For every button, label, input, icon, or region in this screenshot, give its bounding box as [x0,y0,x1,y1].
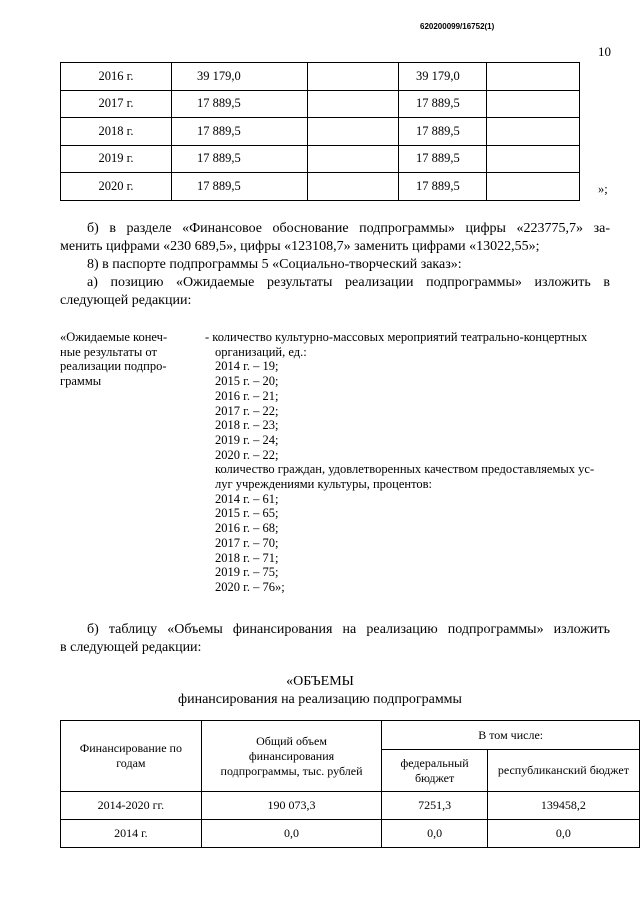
passport-label-line: граммы [60,374,102,389]
table-row [61,90,580,118]
table-cell-year: 2019 г. [61,145,172,173]
passport-value-line: 2020 г. – 22; [215,447,279,462]
table-cell-total: 17 889,5 [172,90,308,118]
passport-value-line: - количество культурно-массовых мероприятий театрально-концертных [205,330,588,344]
table-cell-col5 [487,63,580,91]
paragraph-line: менить цифрами «230 689,5», цифры «123108,7» заменить цифрами «13022,55»; [60,239,540,254]
passport-label-line: ные результаты от [60,344,157,359]
paragraph-line: б) в разделе «Финансовое обоснование подпрограммы» цифры «223775,7» за- [87,221,610,236]
passport-value-line: 2017 г. – 70; [215,535,279,550]
table-cell-republic: 139458,2 [487,792,639,820]
table-cell-col4: 39 179,0 [399,63,487,91]
passport-value-line: 2019 г. – 24; [215,432,279,447]
table-cell-federal: 7251,3 [382,792,487,820]
table-cell-period: 2014 г. [61,820,202,848]
paragraph-line: следующей редакции: [60,293,192,308]
table-cell-col4: 17 889,5 [399,173,487,201]
table-cell-period: 2014-2020 гг. [61,792,202,820]
table-cell-col3 [308,173,399,201]
passport-value-line: 2016 г. – 68; [215,521,279,536]
header-federal-budget: федеральный бюджет [382,750,487,792]
table-cell-col5 [487,118,580,146]
table-cell-col3 [308,118,399,146]
table-cell-republic: 0,0 [487,820,639,848]
page-number: 10 [598,44,611,59]
table-cell-year: 2017 г. [61,90,172,118]
header-including: В том числе: [382,721,640,750]
table-row [61,173,580,201]
table-cell-col4: 17 889,5 [399,118,487,146]
table-row [61,820,640,848]
table-cell-col5 [487,90,580,118]
passport-label-line: реализации подпро- [60,359,167,374]
table-cell-col3 [308,90,399,118]
passport-position-label [60,330,192,389]
paragraph-8: 8) в паспорте подпрограммы 5 «Социально-творческий заказ»: [87,257,462,272]
table-cell-total: 17 889,5 [172,118,308,146]
table-cell-col5 [487,173,580,201]
table-cell-col3 [308,63,399,91]
paragraph-line: в следующей редакции: [60,640,202,655]
passport-label-line: «Ожидаемые конеч- [60,330,168,344]
table-cell-total: 0,0 [201,820,382,848]
document-id: 620200099/16752(1) [420,22,495,31]
passport-value-line: луг учреждениями культуры, процентов: [215,477,433,492]
table-row [61,63,580,91]
passport-value-line: 2014 г. – 61; [215,491,279,506]
header-total-volume: Общий объем финансирования подпрограммы, тыс. рублей [201,721,382,792]
financing-volumes-table [60,720,640,848]
passport-value-line: 2014 г. – 19; [215,359,279,374]
table-cell-col4: 17 889,5 [399,90,487,118]
table-row [61,145,580,173]
table-title-line2: финансирования на реализацию подпрограммы [178,692,462,707]
table-cell-total: 39 179,0 [172,63,308,91]
passport-value-line: 2018 г. – 71; [215,550,279,565]
passport-value-line: 2015 г. – 20; [215,374,279,389]
table-cell-col5 [487,145,580,173]
passport-value-line: 2019 г. – 75; [215,565,279,580]
table-cell-col4: 17 889,5 [399,145,487,173]
table-row [61,792,640,820]
passport-value-line: 2018 г. – 23; [215,418,279,433]
passport-value-line: количество граждан, удовлетворенных качеством предоставляемых ус- [215,462,595,477]
table-cell-total: 190 073,3 [201,792,382,820]
table-cell-col3 [308,145,399,173]
passport-position-value [205,330,605,595]
header-republic-budget: республиканский бюджет [487,750,639,792]
table-cell-year: 2020 г. [61,173,172,201]
passport-value-line: 2016 г. – 21; [215,388,279,403]
table-cell-total: 17 889,5 [172,173,308,201]
table-row [61,118,580,146]
financing-table-top [60,62,580,201]
paragraph-line: а) позицию «Ожидаемые результаты реализации подпрограммы» изложить в [87,275,610,290]
table-cell-year: 2018 г. [61,118,172,146]
passport-value-line: 2017 г. – 22; [215,403,279,418]
passport-value-line: 2020 г. – 76»; [215,579,285,594]
table-closing-quote: »; [598,182,608,196]
table-cell-year: 2016 г. [61,63,172,91]
table-title-line1: «ОБЪЕМЫ [286,674,354,689]
header-financing-by-years: Финансирование по годам [61,721,202,792]
passport-value-line: 2015 г. – 65; [215,506,279,521]
table-cell-total: 17 889,5 [172,145,308,173]
paragraph-line: б) таблицу «Объемы финансирования на реализацию подпрограммы» изложить [87,622,610,637]
table-cell-federal: 0,0 [382,820,487,848]
passport-value-line: организаций, ед.: [215,344,307,359]
